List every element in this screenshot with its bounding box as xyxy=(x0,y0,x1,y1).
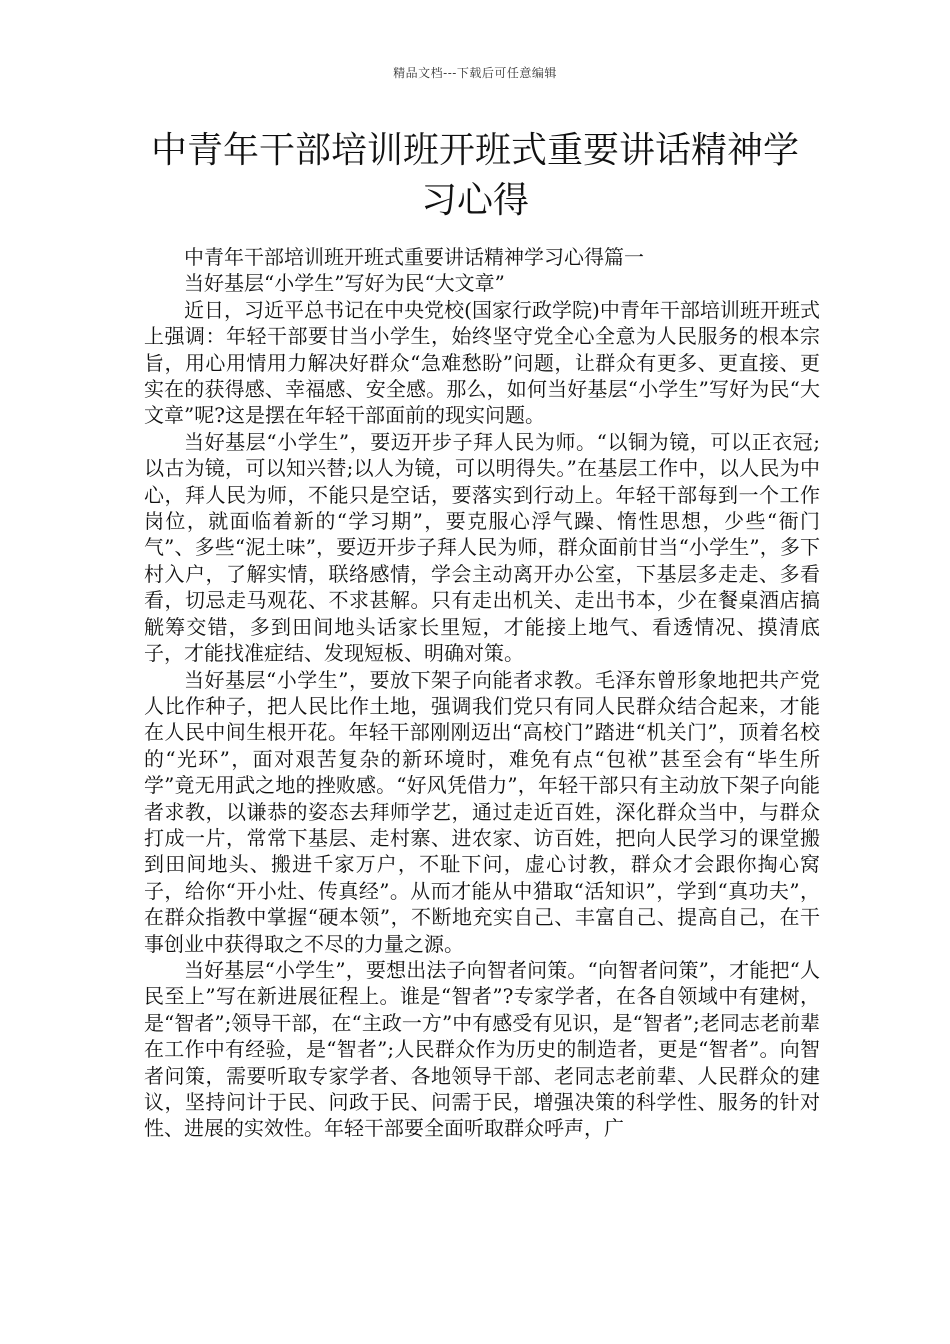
document-body xyxy=(144,244,820,1142)
section-heading: 当好基层“小学生”写好为民“大文章” xyxy=(184,271,505,296)
body-paragraph: 当好基层“小学生”，要想出法子向智者问策。“向智者问策”，才能把“人民至上”写在新进展征程上。谁是“智者”?专家学者，在各自领域中有建树，是“智者”;领导干部，在“主政一方”中有感受有见识，是“智者”;老同志老前辈在工作中有经验，是“智者”;人民群众作为历史的制造者，更是“智者”。向智者问策，需要听取专家学者、各地领导干部、老同志老前辈、人民群众的建议，坚持问计于民、问政于民、问需于民，增强决策的科学性、服务的针对性、进展的实效性。年轻干部要全面听取群众呼声，广 xyxy=(144,957,820,1141)
header-note: 精品文档---下载后可任意编辑 xyxy=(393,66,557,80)
section-subtitle: 中青年干部培训班开班式重要讲话精神学习心得篇一 xyxy=(184,245,644,269)
body-paragraph: 当好基层“小学生”，要放下架子向能者求教。毛泽东曾形象地把共产党人比作种子，把人民比作土地，强调我们党只有同人民群众结合起来，才能在人民中间生根开花。年轻干部刚刚迈出“高校门”踏进“机关门”，顶着名校的“光环”，面对艰苦复杂的新环境时，难免有点“包袱”甚至会有“毕生所学”竟无用武之地的挫败感。“好风凭借力”，年轻干部只有主动放下架子向能者求教，以谦恭的姿态去拜师学艺，通过走近百姓，深化群众当中，与群众打成一片，常常下基层、走村寨、进农家、访百姓，把向人民学习的课堂搬到田间地头、搬进千家万户，不耻下问，虚心讨教，群众才会跟你掏心窝子，给你“开小灶、传真经”。从而才能从中猎取“活知识”，学到“真功夫”，在群众指教中掌握“硬本领”，不断地充实自己、丰富自己、提高自己，在干事创业中获得取之不尽的力量之源。 xyxy=(144,667,820,956)
document-title: 中青年干部培训班开班式重要讲话精神学习心得 xyxy=(150,130,799,221)
body-paragraph: 当好基层“小学生”，要迈开步子拜人民为师。“以铜为镜，可以正衣冠;以古为镜，可以知兴替;以人为镜，可以明得失。”在基层工作中，以人民为中心，拜人民为师，不能只是空话，要落实到行动上。年轻干部每到一个工作岗位，就面临着新的“学习期”，要克服心浮气躁、惰性思想，少些“衙门气”、多些“泥土味”，要迈开步子拜人民为师，群众面前甘当“小学生”，多下村入户，了解实情，联络感情，学会主动离开办公室，下基层多走走、多看看，切忌走马观花、不求甚解。只有走出机关、走出书本，少在餐桌酒店搞觥筹交错，多到田间地头话家长里短，才能接上地气、看透情况、摸清底子，才能找准症结、发现短板、明确对策。 xyxy=(144,429,820,666)
body-paragraph: 近日，习近平总书记在中央党校(国家行政学院)中青年干部培训班开班式上强调：年轻干部要甘当小学生，始终坚守党全心全意为人民服务的根本宗旨，用心用情用力解决好群众“急难愁盼”问题，让群众有更多、更直接、更实在的获得感、幸福感、安全感。那么，如何当好基层“小学生”写好为民“大文章”呢?这是摆在年轻干部面前的现实问题。 xyxy=(144,297,820,428)
